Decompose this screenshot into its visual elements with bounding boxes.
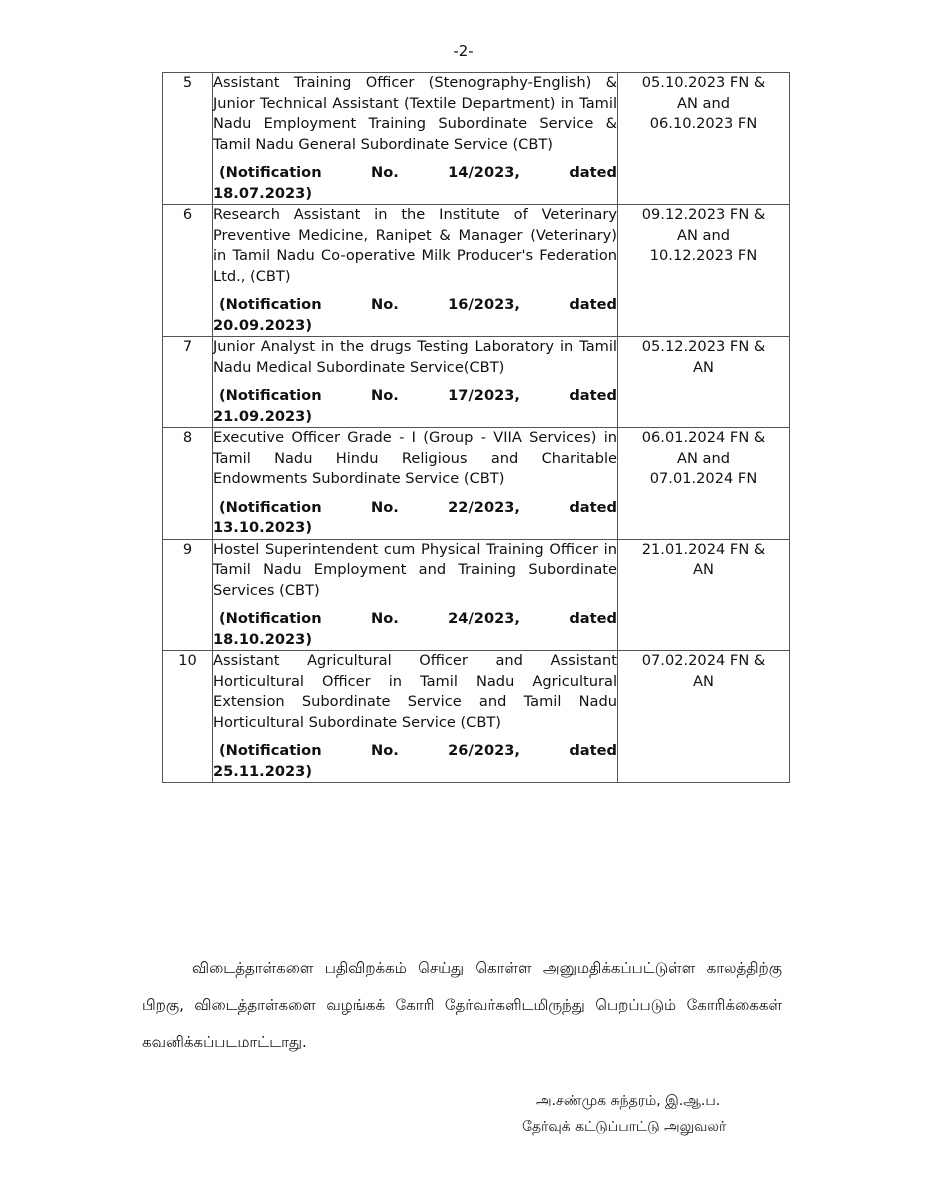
note-paragraph: விடைத்தாள்களை பதிவிறக்கம் செய்து கொள்ள அனுமதிக்கப்பட்டுள்ள காலத்திற்கு பிறகு, விடைத்தாள்களை வழங்கக் கோரி தேர்வர்களிடமிருந்து பெறப்படும் கோரிக்கைகள் கவனிக்கப்படமாட்டாது. <box>142 959 782 1051</box>
notification-prefix: (Notification <box>219 742 322 759</box>
serial-number: 8 <box>163 428 213 540</box>
serial-number: 10 <box>163 651 213 783</box>
notification-date: 21.09.2023) <box>213 407 312 425</box>
exam-date-line: AN and <box>677 94 730 112</box>
exam-date-cell <box>618 73 790 205</box>
notification-reference <box>213 498 617 539</box>
notification-date: 13.10.2023) <box>213 519 312 536</box>
exam-date-line: AN <box>693 358 714 376</box>
notification-dated-label: dated <box>569 498 617 516</box>
exam-date-line: 07.01.2024 FN <box>649 470 758 487</box>
exam-date-line: 07.02.2024 FN & <box>641 652 766 669</box>
post-description: Assistant Training Officer (Stenography-English) & Junior Technical Assistant (Textile Department) in Tamil Nadu Employment Training Subordinate Service & Tamil Nadu General Subordinate Service (CBT) <box>213 74 617 153</box>
serial-number: 6 <box>163 205 213 337</box>
notification-prefix: (Notification <box>219 164 322 181</box>
exam-date-line: 05.12.2023 FN & <box>641 338 766 355</box>
notification-dated-label: dated <box>569 742 617 759</box>
serial-number: 7 <box>163 337 213 428</box>
exam-date-line: AN and <box>677 449 730 467</box>
exam-date-cell <box>618 539 790 651</box>
exam-date-line: 06.01.2024 FN & <box>641 429 766 446</box>
post-description-cell <box>213 337 618 428</box>
exam-date-line: 06.10.2023 FN <box>649 115 758 132</box>
notification-no-label: No. <box>370 610 399 627</box>
notification-reference <box>213 741 617 782</box>
exam-date-cell <box>618 428 790 540</box>
notification-reference <box>213 609 617 650</box>
notification-no-label: No. <box>370 164 399 181</box>
serial-number: 9 <box>163 539 213 651</box>
notification-no-label: No. <box>370 296 399 313</box>
notification-prefix: (Notification <box>219 387 322 404</box>
notification-prefix: (Notification <box>219 498 322 516</box>
notification-number: 16/2023, <box>448 296 520 313</box>
exam-date-line: 21.01.2024 FN & <box>641 540 766 558</box>
post-description: Junior Analyst in the drugs Testing Laboratory in Tamil Nadu Medical Subordinate Service(CBT) <box>213 338 617 376</box>
page-number: -2- <box>453 42 474 60</box>
notification-no-label: No. <box>370 742 399 759</box>
table-row <box>163 651 790 783</box>
exam-date-line: AN <box>693 561 714 578</box>
notification-no-label: No. <box>370 387 399 404</box>
post-description: Executive Officer Grade - I (Group - VIIA Services) in Tamil Nadu Hindu Religious and Charitable Endowments Subordinate Service (CBT) <box>213 429 617 487</box>
notification-number: 24/2023, <box>448 610 520 627</box>
post-description-cell <box>213 205 618 337</box>
table-row <box>163 73 790 205</box>
notification-number: 17/2023, <box>448 387 520 404</box>
post-description-cell <box>213 651 618 783</box>
notification-dated-label: dated <box>569 164 617 181</box>
notification-dated-label: dated <box>569 610 617 627</box>
exam-date-line: AN and <box>677 226 730 244</box>
notification-prefix: (Notification <box>219 610 322 627</box>
signatory-title: தேர்வுக் கட்டுப்பாட்டு அலுவலர் <box>522 1119 727 1135</box>
exam-date-line: 09.12.2023 FN & <box>641 206 766 223</box>
notification-prefix: (Notification <box>219 296 322 313</box>
exam-date-cell <box>618 337 790 428</box>
notification-reference <box>213 163 617 204</box>
table-body <box>163 73 790 783</box>
notification-date: 20.09.2023) <box>213 316 312 334</box>
table-row <box>163 337 790 428</box>
notification-reference <box>213 386 617 427</box>
post-description-cell <box>213 73 618 205</box>
serial-number: 5 <box>163 73 213 205</box>
table-row <box>163 428 790 540</box>
notification-date: 25.11.2023) <box>213 762 312 780</box>
notification-number: 26/2023, <box>448 742 520 759</box>
notification-no-label: No. <box>370 498 399 516</box>
post-description: Assistant Agricultural Officer and Assistant Horticultural Officer in Tamil Nadu Agricultural Extension Subordinate Service and Tamil Nadu Horticultural Subordinate Service (CBT) <box>213 652 617 731</box>
post-description: Research Assistant in the Institute of Veterinary Preventive Medicine, Ranipet & Manager (Veterinary) in Tamil Nadu Co-operative Milk Producer's Federation Ltd., (CBT) <box>213 206 617 285</box>
notification-number: 14/2023, <box>448 164 520 181</box>
post-description-cell <box>213 428 618 540</box>
notification-reference <box>213 295 617 336</box>
table-row <box>163 205 790 337</box>
notification-number: 22/2023, <box>448 498 520 516</box>
signatory-name: அ.சண்முக சுந்தரம், இ.ஆ.ப. <box>536 1093 721 1109</box>
table-row <box>163 539 790 651</box>
exam-schedule-table <box>162 72 790 783</box>
signature-block <box>522 1088 792 1140</box>
post-description-cell <box>213 539 618 651</box>
exam-date-line: AN <box>693 672 714 690</box>
notification-date: 18.07.2023) <box>213 184 312 202</box>
notification-date: 18.10.2023) <box>213 630 312 648</box>
exam-date-cell <box>618 205 790 337</box>
notification-dated-label: dated <box>569 387 617 404</box>
exam-date-cell <box>618 651 790 783</box>
post-description: Hostel Superintendent cum Physical Training Officer in Tamil Nadu Employment and Training Subordinate Services (CBT) <box>213 540 617 599</box>
exam-date-line: 05.10.2023 FN & <box>641 74 766 91</box>
exam-date-line: 10.12.2023 FN <box>649 247 758 264</box>
notification-dated-label: dated <box>569 296 617 313</box>
